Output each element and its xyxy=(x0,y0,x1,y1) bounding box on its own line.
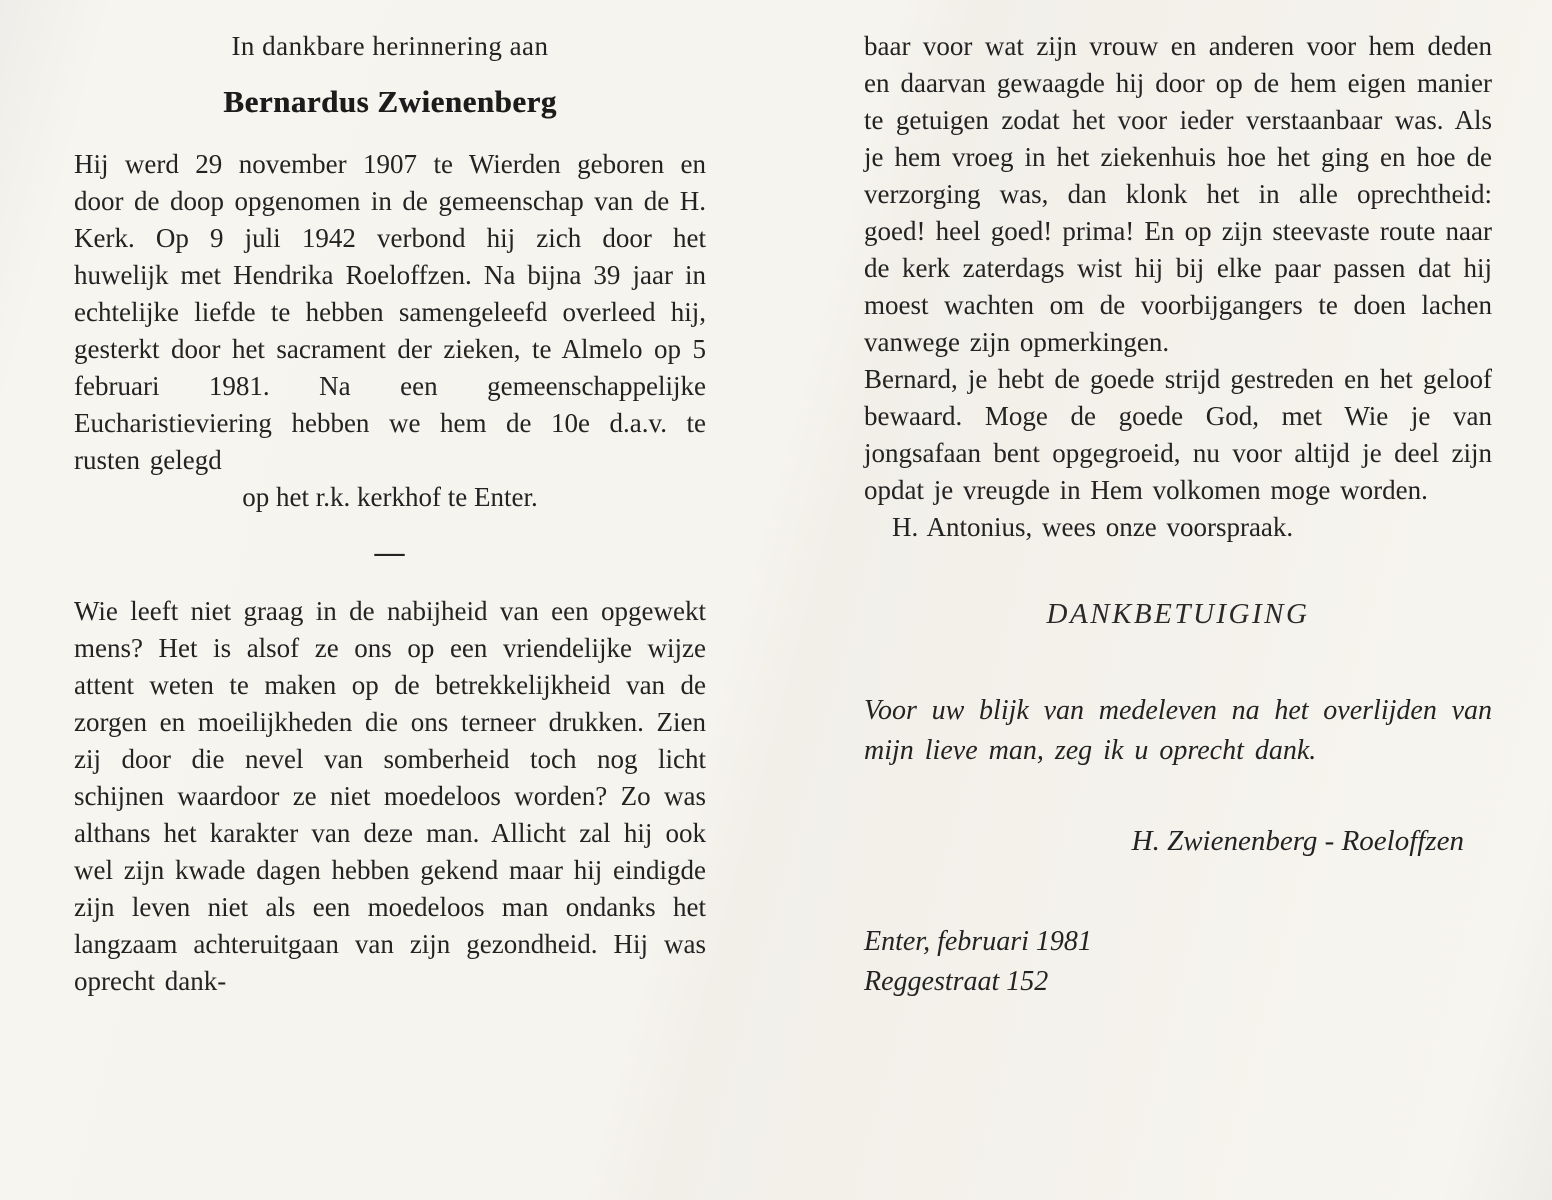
signature: H. Zwienenberg - Roeloffzen xyxy=(1131,825,1464,857)
thanks-paragraph: Voor uw blijk van medeleven na het overlijden van mijn lieve man, zeg ik u oprecht dank. xyxy=(864,695,1492,766)
section-divider: — xyxy=(374,536,406,569)
left-column xyxy=(74,26,706,1200)
memorial-header: In dankbare herinnering aan xyxy=(231,31,549,61)
prayer-line: H. Antonius, wees onze voorspraak. xyxy=(892,512,1294,542)
farewell-paragraph: Bernard, je hebt de goede strijd gestreden en het geloof bewaard. Moge de goede God, met Wie je van jongsafaan bent opgegroeid, nu voor altijd je deel zijn opdat je vreugde in Hem volkomen moge worden. xyxy=(864,364,1492,505)
right-column xyxy=(864,26,1492,1200)
address: Reggestraat 152 xyxy=(864,966,1049,997)
character-paragraph: Wie leeft niet graag in de nabijheid van een opgewekt mens? Het is alsof ze ons op een vriendelijke wijze attent weten te maken op de betrekkelijkheid van de zorgen en moeilijkheden die ons terneer drukken. Zien zij door die nevel van somberheid toch nog licht schijnen waardoor ze niet moedeloos worden? Zo was althans het karakter van deze man. Allicht zal hij ook wel zijn kwade dagen hebben gekend maar hij eindigde zijn leven niet als een moedeloos man ondanks het langzaam achteruitgaan van zijn gezondheid. Hij was oprecht dank- xyxy=(74,596,706,996)
place-and-date: Enter, februari 1981 xyxy=(864,926,1092,957)
biography-closing-line: op het r.k. kerkhof te Enter. xyxy=(242,482,538,512)
deceased-name: Bernardus Zwienenberg xyxy=(223,84,557,119)
continuation-paragraph: baar voor wat zijn vrouw en anderen voor hem deden en daarvan gewaagde hij door op de hem eigen manier te getuigen zodat het voor ieder verstaanbaar was. Als je hem vroeg in het ziekenhuis hoe het ging en hoe de verzorging was, dan klonk het in alle oprechtheid: goed! heel goed! prima! En op zijn steevaste route naar de kerk zaterdags wist hij bij elke paar passen dat hij moest wachten om de voorbijgangers te doen lachen vanwege zijn opmerkingen. xyxy=(864,31,1492,357)
acknowledgement-heading: DANKBETUIGING xyxy=(1046,598,1310,630)
biography-paragraph: Hij werd 29 november 1907 te Wierden geboren en door de doop opgenomen in de gemeenschap van de H. Kerk. Op 9 juli 1942 verbond hij zich door het huwelijk met Hendrika Roeloffzen. Na bijna 39 jaar in echtelijke liefde te hebben samengeleefd overleed hij, gesterkt door het sacrament der zieken, te Almelo op 5 februari 1981. Na een gemeenschappelijke Eucharistieviering hebben we hem de 10e d.a.v. te rusten gelegd xyxy=(74,149,706,475)
